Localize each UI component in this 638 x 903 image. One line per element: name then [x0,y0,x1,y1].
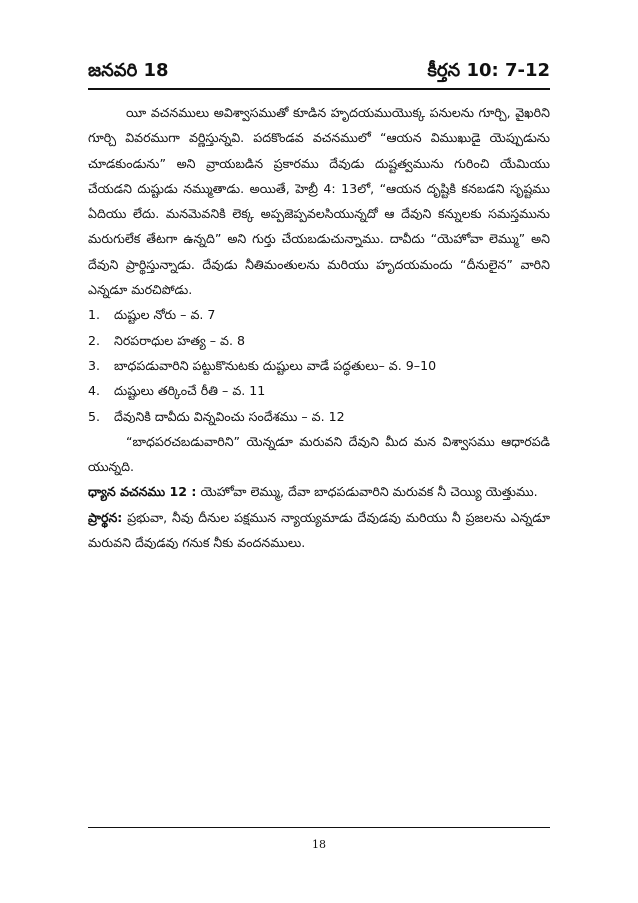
list-item-number: 4. [88,383,101,399]
list-item [88,378,550,403]
summary-paragraph: “బాధపరచబడువారిని” యెన్నడూ మరువని దేవుని మీద మన విశ్వాసము ఆధారపడి యున్నది. [88,433,550,475]
meditation-verse [88,479,550,504]
header-date: జనవరి 18 [88,60,169,81]
list-item-number: 2. [88,332,101,348]
list-item-number: 3. [88,357,101,373]
list-item [88,328,550,353]
list-item [88,404,550,429]
list-item [88,302,550,327]
list-item-text: దుష్టులు తర్కించే రీతి – వ. 11 [114,383,266,399]
list-item-number: 1. [88,307,101,323]
list-item-number: 5. [88,408,101,424]
list-item-text: బాధపడువారిని పట్టుకొనుటకు దుష్టులు వాడే పద్ధతులు– వ. 9–10 [114,357,437,373]
outline-list [88,302,550,428]
footer-divider [88,827,550,828]
meditation-verse-text: యెహోవా లెమ్ము, దేవా బాధపడువారిని మరువక నీ చెయ్యి యెత్తుము. [200,484,538,500]
header-divider [88,88,550,90]
meditation-verse-label: ధ్యాన వచనము 12 : [88,484,197,500]
list-item-text: దుష్టుల నోరు – వ. 7 [114,307,216,323]
intro-paragraph: యీ వచనములు అవిశ్వాసముతో కూడిన హృదయముయొక్క పనులను గూర్చి, వైఖరిని గూర్చి వివరముగా వర్ణిస్తున్నవి. పదకొండవ వచనములో “ఆయన విముఖుడై యెప్పుడును చూడకుండును” అని వ్రాయబడిన ప్రకారము దేవుడు దుష్టత్వమును గురించి యేమియు చేయడని దుష్టుడు నమ్ముతాడు. అయితే, హెబ్రీ 4: 13లో, “ఆయన దృష్టికి కనబడని సృష్టము ఏదియు లేదు. మనమెవనికి లెక్క అప్పజెప్పవలసియున్నదో ఆ దేవుని కన్నులకు సమస్తమును మరుగులేక తేటగా ఉన్నది” అని గుర్తు చేయబడుచున్నాము. దావీదు “యెహోవా లెమ్ము” అని దేవుని ప్రార్థిస్తున్నాడు. దేవుడు నీతిమంతులను మరియు హృదయమందు “దీనులైన” వారిని ఎన్నడూ మరచిపోడు. [88,105,550,298]
list-item-text: నిరపరాధుల హత్య – వ. 8 [114,332,246,348]
list-item [88,353,550,378]
header-scripture-reference: కీర్తన 10: 7-12 [427,60,550,81]
prayer [88,505,550,556]
page-body [88,100,550,555]
list-item-text: దేవునికి దావీదు విన్నవించు సందేశము – వ. 12 [114,408,345,424]
prayer-text: ప్రభువా, నీవు దీనుల పక్షమున న్యాయ్యమాడు దేవుడవు మరియు నీ ప్రజలను ఎన్నడూ మరువని దేవుడవు గనుక నీకు వందనములు. [88,509,550,551]
prayer-label: ప్రార్థన: [88,509,123,525]
page-number: 18 [312,838,326,851]
page-header [88,60,550,88]
